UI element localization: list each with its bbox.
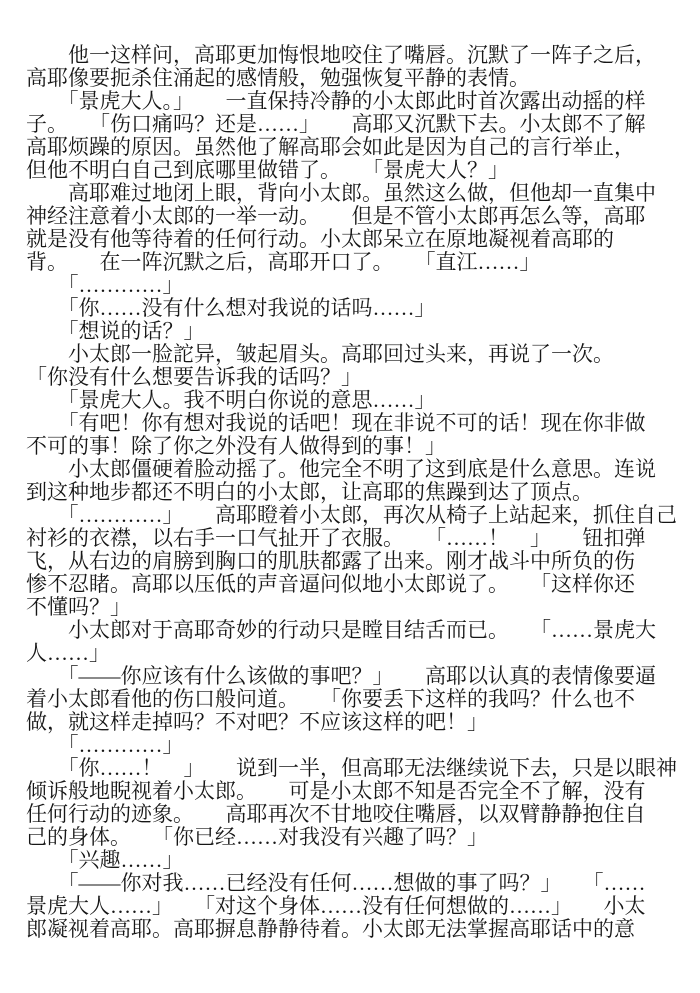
text-line: 小太郎对于高耶奇妙的行动只是瞠目结舌而已。 「……景虎大 bbox=[26, 619, 656, 642]
text-line: 到这种地步都还不明白的小太郎，让高耶的焦躁到达了顶点。 bbox=[26, 481, 593, 504]
text-line: 做，就这样走掉吗？不对吧？不应该这样的吧！」 bbox=[26, 711, 488, 734]
text-line: 背。 在一阵沉默之后，高耶开口了。 「直江……」 bbox=[26, 251, 541, 274]
text-line: 高耶烦躁的原因。虽然他了解高耶会如此是因为自己的言行举止， bbox=[26, 136, 635, 159]
text-line: 「你……没有什么想对我说的话吗……」 bbox=[26, 297, 436, 320]
text-line: 郎凝视着高耶。高耶摒息静静待着。小太郎无法掌握高耶话中的意 bbox=[26, 918, 635, 941]
text-line: 己的身体。 「你已经……对我没有兴趣了吗？」 bbox=[26, 826, 488, 849]
text-line: 子。 「伤口痛吗？还是……」 高耶又沉默下去。小太郎不了解 bbox=[26, 113, 646, 136]
text-line: 惨不忍睹。高耶以压低的声音逼问似地小太郎说了。 「这样你还 bbox=[26, 573, 635, 596]
text-line: 「你……！ 」 说到一半，但高耶无法继续说下去，只是以眼神 bbox=[26, 757, 677, 780]
text-line: 「景虎大人。」 一直保持冷静的小太郎此时首次露出动摇的样 bbox=[26, 90, 646, 113]
text-line: 就是没有他等待着的任何行动。小太郎呆立在原地凝视着高耶的 bbox=[26, 228, 614, 251]
text-line: 不可的事！除了你之外没有人做得到的事！」 bbox=[26, 435, 446, 458]
text-line: 小太郎僵硬着脸动摇了。他完全不明了这到底是什么意思。连说 bbox=[26, 458, 656, 481]
text-content bbox=[26, 44, 694, 941]
text-line: 飞，从右边的肩膀到胸口的肌肤都露了出来。刚才战斗中所负的伤 bbox=[26, 550, 635, 573]
text-line: 高耶难过地闭上眼，背向小太郎。虽然这么做，但他却一直集中 bbox=[26, 182, 656, 205]
text-line: 但他不明白自己到底哪里做错了。 「景虎大人？」 bbox=[26, 159, 509, 182]
text-line: 「——你应该有什么该做的事吧？」 高耶以认真的表情像要逼 bbox=[26, 665, 656, 688]
text-line: 「…………」 bbox=[26, 274, 184, 297]
text-line: 「你没有什么想要告诉我的话吗？」 bbox=[26, 366, 362, 389]
text-line: 「…………」 高耶瞪着小太郎，再次从椅子上站起来，抓住自己 bbox=[26, 504, 677, 527]
text-line: 「有吧！你有想对我说的话吧！现在非说不可的话！现在你非做 bbox=[26, 412, 646, 435]
text-line: 人……」 bbox=[26, 642, 110, 665]
text-line: 着小太郎看他的伤口般问道。 「你要丢下这样的我吗？什么也不 bbox=[26, 688, 635, 711]
text-line: 小太郎一脸詑异，皱起眉头。高耶回过头来，再说了一次。 bbox=[26, 343, 614, 366]
text-line: 他一这样问，高耶更加悔恨地咬住了嘴唇。沉默了一阵子之后， bbox=[26, 44, 656, 67]
text-line: 「兴趣……」 bbox=[26, 849, 184, 872]
text-line: 景虎大人……」 「对这个身体……没有任何想做的……」 小太 bbox=[26, 895, 646, 918]
text-line: 任何行动的迹象。 高耶再次不甘地咬住嘴唇，以双臂静静抱住自 bbox=[26, 803, 646, 826]
text-line: 神经注意着小太郎的一举一动。 但是不管小太郎再怎么等，高耶 bbox=[26, 205, 646, 228]
text-line: 高耶像要扼杀住涌起的感情般，勉强恢复平静的表情。 bbox=[26, 67, 530, 90]
text-line: 「——你对我……已经没有任何……想做的事了吗？」 「…… bbox=[26, 872, 646, 895]
text-line: 倾诉般地睨视着小太郎。 可是小太郎不知是否完全不了解，没有 bbox=[26, 780, 646, 803]
text-line: 「想说的话？」 bbox=[26, 320, 205, 343]
text-line: 「景虎大人。我不明白你说的意思……」 bbox=[26, 389, 436, 412]
text-line: 不懂吗？」 bbox=[26, 596, 131, 619]
text-line: 「…………」 bbox=[26, 734, 184, 757]
text-line: 衬衫的衣襟，以右手一口气扯开了衣服。 「……！ 」 钮扣弹 bbox=[26, 527, 646, 550]
